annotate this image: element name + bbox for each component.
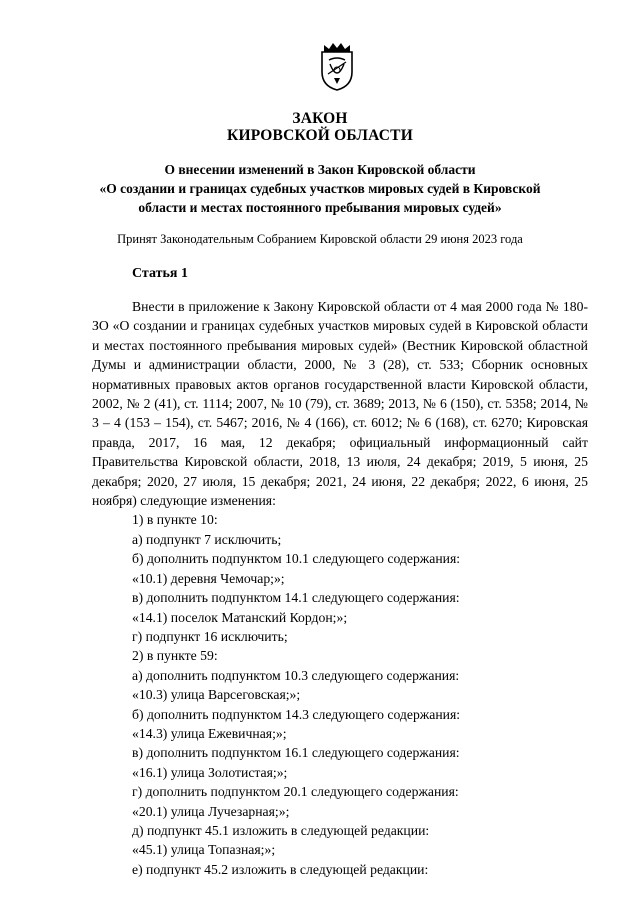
adoption-note: Принят Законодательным Собранием Кировской области 29 июня 2023 года: [117, 232, 523, 246]
amendment-item: а) подпункт 7 исключить;: [132, 531, 282, 547]
article-body: [92, 297, 588, 879]
law-title-line: ЗАКОН: [292, 110, 348, 127]
law-title-line: КИРОВСКОЙ ОБЛАСТИ: [227, 127, 413, 144]
law-title: [0, 110, 640, 144]
law-subtitle-line: области и местах постоянного пребывания мировых судей»: [138, 200, 502, 215]
law-subtitle-line: О внесении изменений в Закон Кировской области: [164, 162, 476, 177]
amendment-item: д) подпункт 45.1 изложить в следующей редакции:: [132, 822, 430, 838]
amendment-item: «14.3) улица Ежевичная;»;: [132, 725, 287, 741]
amendment-item: е) подпункт 45.2 изложить в следующей редакции:: [132, 861, 429, 877]
amendment-item: б) дополнить подпунктом 10.1 следующего содержания:: [132, 551, 461, 567]
amendment-item: «14.1) поселок Матанский Кордон;»;: [132, 609, 348, 625]
amendment-item: а) дополнить подпунктом 10.3 следующего содержания:: [132, 667, 460, 683]
amendment-item: «10.1) деревня Чемочар;»;: [132, 570, 285, 586]
article-heading: Статья 1: [132, 266, 188, 281]
amendment-item: «20.1) улица Лучезарная;»;: [132, 803, 290, 819]
kirov-coat-of-arms-icon: [318, 42, 356, 92]
amendment-item: «45.1) улица Топазная;»;: [132, 842, 276, 858]
amendment-item: в) дополнить подпунктом 16.1 следующего содержания:: [132, 745, 460, 761]
amendment-item: г) подпункт 16 исключить;: [132, 628, 288, 644]
amendment-item: б) дополнить подпунктом 14.3 следующего содержания:: [132, 706, 461, 722]
amendment-list: [92, 510, 588, 879]
amendment-item: в) дополнить подпунктом 14.1 следующего содержания:: [132, 590, 460, 606]
amendment-item: «10.3) улица Варсеговская;»;: [132, 687, 301, 703]
amendment-item: «16.1) улица Золотистая;»;: [132, 764, 288, 780]
amendment-item: 2) в пункте 59:: [132, 648, 218, 664]
law-subtitle: [0, 160, 640, 217]
law-subtitle-line: «О создании и границах судебных участков мировых судей в Кировской: [99, 181, 541, 196]
article-intro: Внести в приложение к Закону Кировской области от 4 мая 2000 года № 180-ЗО «О создании и границах судебных участков мировых судей в Кировской области и местах постоянного пребывания мировых судей» (Вестник Кировской областной Думы и администрации области, 2000, № 3 (28), ст. 533; Сборник основных нормативных правовых актов органов государственной власти Кировской области, 2002, № 2 (41), ст. 1114; 2007, № 10 (79), ст. 3689; 2013, № 6 (150), ст. 5358; 2014, № 3 – 4 (153 – 154), ст. 5467; 2016, № 4 (166), ст. 6012; № 6 (168), ст. 6270; Кировская правда, 2017, 16 мая, 12 декабря; официальный информационный сайт Правительства Кировской области, 2018, 13 июля, 24 декабря; 2019, 5 июня, 25 декабря; 2020, 27 июля, 15 декабря; 2021, 24 июня, 22 декабря; 2022, 6 июня, 25 ноября) следующие изменения:: [92, 299, 588, 509]
amendment-item: 1) в пункте 10:: [132, 512, 218, 528]
amendment-item: г) дополнить подпунктом 20.1 следующего содержания:: [132, 784, 459, 800]
